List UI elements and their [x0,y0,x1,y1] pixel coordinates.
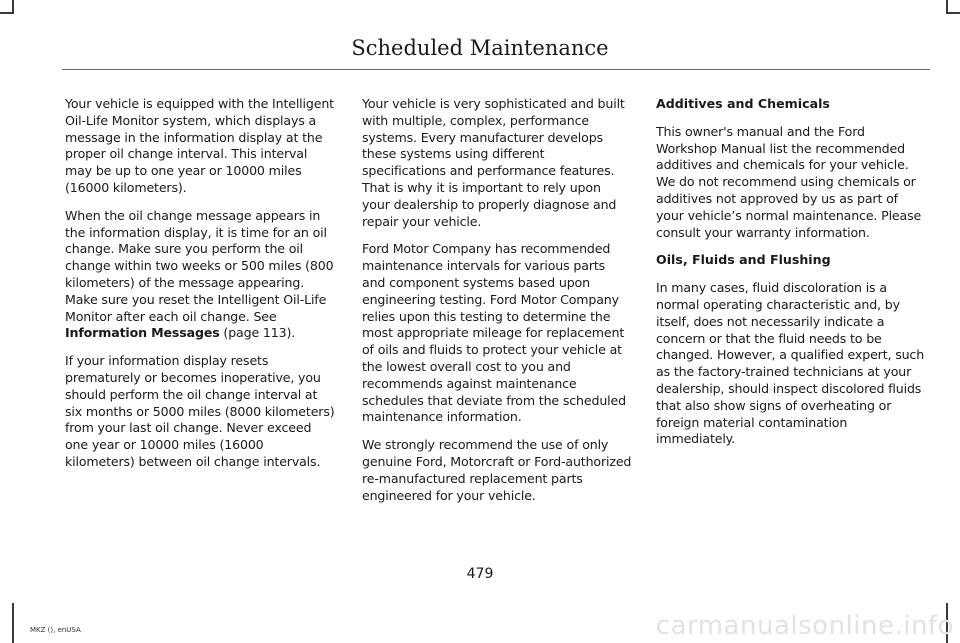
paragraph-fluid-discoloration: In many cases, fluid discoloration is a normal operating characteristic and, by itself, does not necessarily indicate a concern or that the fluid needs to be changed. However, a qualified expert, such as the factory-trained technicians at your dealership, should inspect discolored fluids that also show signs of overheating or foreign material contamination immediately. [656,280,925,447]
paragraph-oil-change-message [65,208,335,342]
page-reference: (page 113). [219,325,296,341]
paragraph-display-reset: If your information display resets prematurely or becomes inoperative, you should perform the oil change interval at six months or 5000 miles (8000 kilometers) from your last oil change. Never exceed one year or 10000 miles (16000 kilometers) between oil change intervals. [65,353,335,469]
heading-oils-fluids-flushing: Oils, Fluids and Flushing [656,252,831,268]
paragraph-sophisticated-systems: Your vehicle is very sophisticated and built with multiple, complex, performance systems. Every manufacturer develops these systems using different specifications and performance features. That is why it is important to rely upon your dealership to properly diagnose and repair your vehicle. [362,96,625,229]
watermark: carmanualsonline.info [655,611,954,641]
crop-mark-top-right-h [946,12,960,14]
column-1 [65,96,335,482]
paragraph-maintenance-intervals: Ford Motor Company has recommended maintenance intervals for various parts and component systems based upon engineering testing. Ford Motor Company relies upon this testing to determine the most appropriate mileage for replacement of oils and fluids to protect your vehicle at the lowest overall cost to you and recommends against maintenance schedules that deviate from the scheduled maintenance information. [362,241,626,425]
header-divider [62,69,930,70]
column-3 [656,96,926,459]
document-code: MKZ (), enUSA [30,626,81,634]
page-title: Scheduled Maintenance [351,36,609,60]
crop-mark-bottom-left-v [12,603,14,643]
paragraph-oil-life-monitor: Your vehicle is equipped with the Intelligent Oil-Life Monitor system, which displays a message in the information display at the proper oil change interval. This interval may be up to one year or 10000 miles (16000 kilometers). [65,96,334,195]
paragraph-additives: This owner's manual and the Ford Workshop Manual list the recommended additives and chemicals for your vehicle. We do not recommend using chemicals or additives not approved by us as part of your vehicle’s normal maintenance. Please consult your warranty information. [656,123,922,240]
heading-additives-chemicals: Additives and Chemicals [656,96,830,111]
crop-mark-top-left-h [0,12,14,14]
information-messages-link[interactable]: Information Messages [65,325,220,341]
paragraph-genuine-parts: We strongly recommend the use of only genuine Ford, Motorcraft or Ford-authorized re-manufactured replacement parts engineered for your vehicle. [362,437,632,503]
column-2 [362,96,632,515]
page-number: 479 [466,566,494,582]
paragraph-text: When the oil change message appears in the information display, it is time for an oil change. Make sure you perform the oil change within two weeks or 500 miles (800 kilometers) of the message appearing. Make sure you reset the Intelligent Oil-Life Monitor after each oil change. See [65,207,334,324]
